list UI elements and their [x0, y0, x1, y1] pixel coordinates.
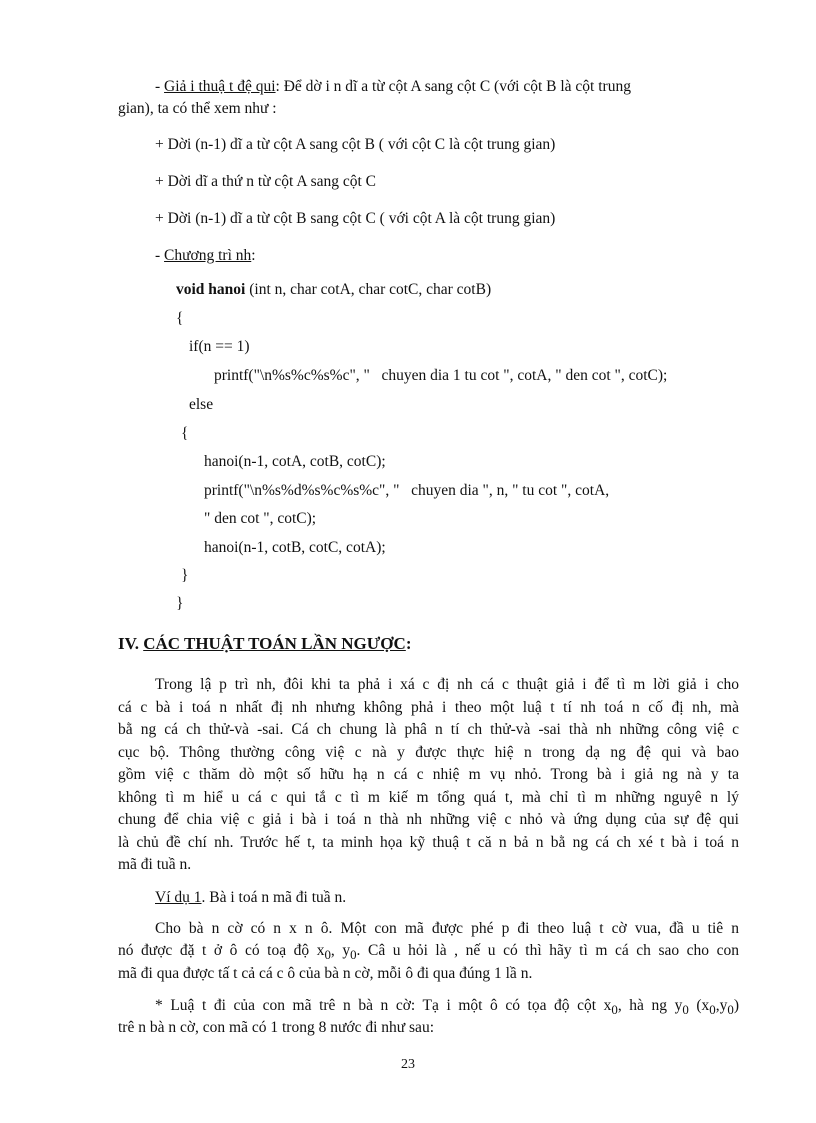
recursive-algorithm-label: Giả i thuậ t đệ qui: [164, 78, 276, 95]
example-title: . Bà i toá n mã đi tuầ n.: [201, 889, 347, 906]
program-colon: :: [251, 247, 256, 264]
recursive-algorithm-text: : Để dờ i n dĩ a từ cột A sang cột C (với cột B là cột trung: [275, 78, 631, 95]
code-line: printf("\n%s%d%s%c%s%c", " chuyen dia ", n, " tu cot ", cotA,: [204, 482, 610, 499]
step-1: + Dời (n-1) dĩ a từ cột A sang cột B ( với cột C là cột trung gian): [155, 136, 556, 153]
problem-line-1: Cho bà n cờ có n x n ô. Một con mã được phé p đi theo luậ t cờ vua, đầ u tiê n: [155, 920, 739, 937]
intro-line: là chủ đề chí nh. Trước hế t, ta minh họa kỹ thuậ t că n bả n bằ ng cá ch xé t bà i toá n: [118, 834, 739, 851]
code-line: printf("\n%s%c%s%c", " chuyen dia 1 tu cot ", cotA, " den cot ", cotC);: [214, 367, 668, 384]
rule-line-2: trê n bà n cờ, con mã có 1 trong 8 nước đi như sau:: [118, 1019, 434, 1036]
section-number: IV.: [118, 634, 144, 653]
intro-line: không tì m hiể u cá c qui tắ c tì m kiế m tổng quá t, mà chỉ tì m những nguyê n lý: [118, 789, 739, 806]
intro-line: cá c bà i toá n nhất đị nh nhưng không phả i theo một luậ t tí nh toá n cố đị nh, mà: [118, 699, 739, 716]
code-line: if(n == 1): [189, 338, 250, 355]
code-line: hanoi(n-1, cotA, cotB, cotC);: [204, 453, 386, 470]
intro-line: chung để chia việ c giả i bà i toá n thà nh những việ c nhỏ và ứng dụng của sự đệ qui: [118, 811, 739, 828]
problem-line-3: mã đi qua được tấ t cả cá c ô của bà n cờ, mỗi ô đi qua đúng 1 lầ n.: [118, 965, 533, 982]
code-line: }: [176, 595, 184, 612]
page-number: 23: [401, 1057, 415, 1072]
subscript-0: 0: [350, 947, 357, 963]
step-3: + Dời (n-1) dĩ a từ cột B sang cột C ( với cột A là cột trung gian): [155, 210, 556, 227]
recursive-algorithm-line-2: gian), ta có thể xem như :: [118, 100, 277, 117]
code-keyword: void hanoi: [176, 281, 246, 298]
step-2: + Dời dĩ a thứ n từ cột A sang cột C: [155, 173, 377, 190]
subscript-0: 0: [709, 1002, 716, 1018]
code-signature-params: (int n, char cotA, char cotC, char cotB): [245, 281, 492, 298]
intro-line: gồm việ c thăm dò một số hữu hạ n cá c nhiệ m vụ nhỏ. Trong bà i giả ng nà y ta: [118, 766, 739, 783]
code-line: {: [181, 425, 189, 442]
code-line: hanoi(n-1, cotB, cotC, cotA);: [204, 539, 386, 556]
code-line: }: [181, 567, 189, 584]
subscript-0: 0: [682, 1002, 689, 1018]
intro-line: bằ ng cá ch thử-và -sai. Cá ch chung là phâ n tí ch thử-và -sai thà nh những công việ c: [118, 721, 739, 738]
bullet-dash: -: [155, 247, 165, 264]
recursive-algorithm-line-1: [155, 77, 631, 97]
example-label: Ví dụ 1: [155, 889, 202, 906]
subscript-0: 0: [611, 1002, 618, 1018]
section-heading: [118, 634, 411, 654]
example-heading: [155, 888, 346, 908]
code-line: else: [189, 396, 214, 413]
subscript-0: 0: [727, 1002, 734, 1018]
code-signature: [176, 280, 491, 300]
code-line: " den cot ", cotC);: [204, 510, 317, 527]
subscript-0: 0: [324, 947, 331, 963]
intro-line: Trong lậ p trì nh, đôi khi ta phả i xá c đị nh cá c thuật giả i để tì m lời giả i cho: [155, 676, 739, 693]
intro-line: cục bộ. Thông thường công việ c nà y được thực hiệ n trong dạ ng đệ qui và bao: [118, 744, 739, 761]
section-title: CÁC THUẬT TOÁN LẦN NGƯỢC: [143, 634, 406, 653]
intro-line: mã đi tuầ n.: [118, 856, 192, 873]
problem-line-2: nó được đặ t ở ô có toạ độ $x_0$, $y_0$. Câ u hỏi là , nế u có thì hãy tì m cá ch sao cho con: [118, 942, 739, 963]
program-heading: [155, 246, 256, 266]
code-line: {: [176, 310, 184, 327]
program-label: Chương trì nh: [164, 247, 252, 264]
rule-line-1: * Luậ t đi của con mã trê n bà n cờ: Tạ i một ô có tọa độ cột $x_0$, hà ng $y_0$ $(x_0,y_0)$: [155, 997, 739, 1018]
section-colon: :: [405, 634, 412, 653]
bullet-dash: -: [155, 78, 165, 95]
